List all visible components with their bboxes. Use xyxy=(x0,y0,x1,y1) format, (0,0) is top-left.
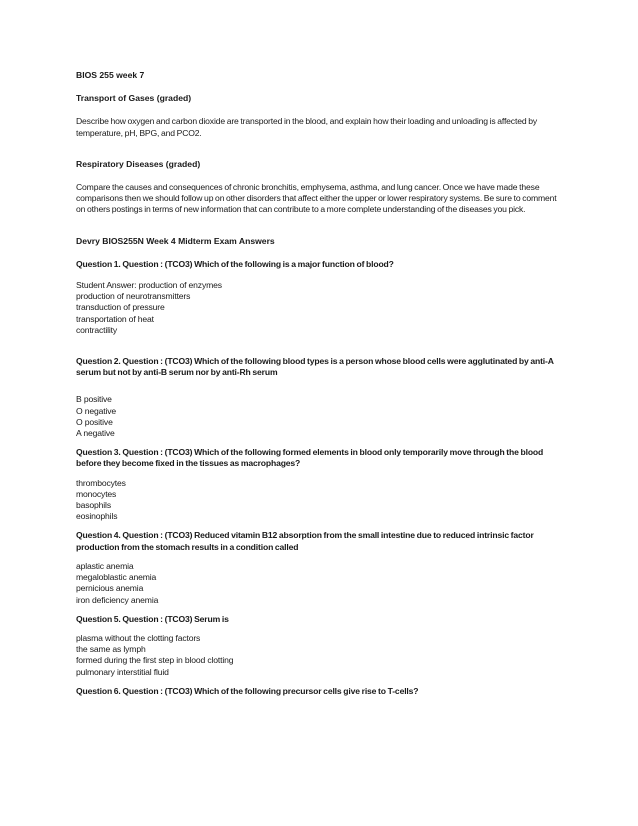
question-1-answers xyxy=(76,280,566,336)
question-4: Question 4. Question : (TCO3) Reduced vitamin B12 absorption from the small intestine due to reduced intrinsic factor production from the stomach results in a condition called xyxy=(76,530,534,552)
answer-option: production of neurotransmitters xyxy=(76,291,191,302)
answer-option: iron deficiency anemia xyxy=(76,594,159,605)
question-3: Question 3. Question : (TCO3) Which of the following formed elements in blood only temporarily move through the blood before they become fixed in the tissues as macrophages? xyxy=(76,447,544,469)
section1-body: Describe how oxygen and carbon dioxide are transported in the blood, and explain how their loading and unloading is affected by temperature, pH, BPG, and PCO2. xyxy=(76,116,537,138)
question-6: Question 6. Question : (TCO3) Which of the following precursor cells give rise to T-cells? xyxy=(76,685,419,696)
section2-title: Respiratory Diseases (graded) xyxy=(76,158,201,169)
answer-option: pulmonary interstitial fluid xyxy=(76,666,169,677)
question-2-answers xyxy=(76,394,566,439)
exam-title: Devry BIOS255N Week 4 Midterm Exam Answers xyxy=(76,235,275,246)
document-page xyxy=(76,70,566,697)
question-5-answers xyxy=(76,633,566,678)
answer-option: eosinophils xyxy=(76,511,118,522)
section2-body: Compare the causes and consequences of chronic bronchitis, emphysema, asthma, and lung cancer. Once we have made these comparisons then we should follow up on other disorders that affect either the upper or lower respiratory systems. Be sure to comment on others postings in terms of new information that can contribute to a more complete understanding of the diseases you pick. xyxy=(76,182,557,215)
answer-option: A negative xyxy=(76,428,115,439)
answer-option: aplastic anemia xyxy=(76,560,134,571)
answer-option: basophils xyxy=(76,500,111,511)
answer-option: formed during the first step in blood clotting xyxy=(76,655,234,666)
answer-option: O negative xyxy=(76,405,117,416)
section1-title: Transport of Gases (graded) xyxy=(76,93,192,104)
answer-option: plasma without the clotting factors xyxy=(76,632,201,643)
question-3-answers xyxy=(76,478,566,523)
answer-option: monocytes xyxy=(76,488,117,499)
answer-option: transduction of pressure xyxy=(76,302,165,313)
answer-option: Student Answer: production of enzymes xyxy=(76,280,222,291)
answer-option: megaloblastic anemia xyxy=(76,572,157,583)
question-2: Question 2. Question : (TCO3) Which of the following blood types is a person whose blood cells were agglutinated by anti-A serum but not by anti-B serum nor by anti-Rh serum xyxy=(76,356,554,378)
answer-option: pernicious anemia xyxy=(76,583,144,594)
answer-option: transportation of heat xyxy=(76,313,154,324)
answer-option: the same as lymph xyxy=(76,644,146,655)
course-title: BIOS 255 week 7 xyxy=(76,70,145,80)
question-1: Question 1. Question : (TCO3) Which of the following is a major function of blood? xyxy=(76,258,394,269)
question-4-answers xyxy=(76,561,566,606)
question-5: Question 5. Question : (TCO3) Serum is xyxy=(76,613,229,624)
answer-option: contractility xyxy=(76,324,118,335)
answer-option: thrombocytes xyxy=(76,477,126,488)
answer-option: B positive xyxy=(76,394,112,405)
answer-option: O positive xyxy=(76,416,113,427)
